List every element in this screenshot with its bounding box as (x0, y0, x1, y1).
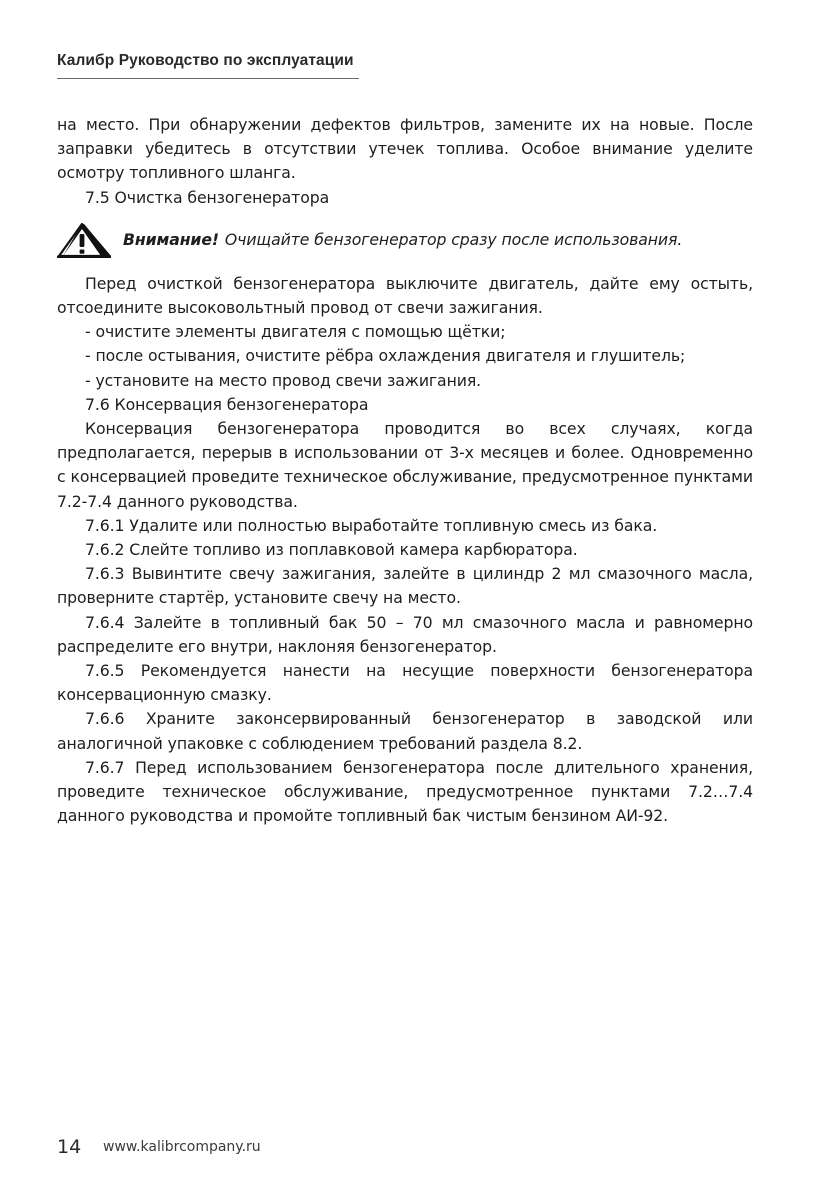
item-7-6-2: 7.6.2 Слейте топливо из поплавковой камера карбюратора. (85, 540, 578, 560)
section-heading-7-5: 7.5 Очистка бензогенератора (85, 187, 330, 207)
warning-triangle-icon (57, 222, 113, 258)
item-7-6-6: 7.6.6 Храните законсервированный бензогенератор в заводской или аналогичной упаковке с соблюдением требований раздела 8.2. (57, 709, 753, 753)
footer-url: www.kalibrcompany.ru (103, 1139, 261, 1155)
item-7-6-4: 7.6.4 Залейте в топливный бак 50 – 70 мл смазочного масла и равномерно распределите его внутри, наклоняя бензогенератор. (57, 612, 753, 656)
list-item-dash: - очистите элементы двигателя с помощью щётки; (85, 322, 506, 342)
header-rule (57, 78, 359, 79)
running-header: Калибр Руководство по эксплуатации (57, 52, 354, 69)
item-7-6-7: 7.6.7 Перед использованием бензогенератора после длительного хранения, проведите техническое обслуживание, предусмотренное пунктами 7.2…7.4 данного руководства и промойте топливный бак чистым бензином АИ-92. (57, 757, 753, 826)
section-heading-7-6: 7.6 Консервация бензогенератора (85, 394, 369, 414)
paragraph-cleaning-intro: Перед очисткой бензогенератора выключите двигатель, дайте ему остыть, отсоедините высоковольтный провод от свечи зажигания. (57, 273, 753, 318)
item-7-6-1: 7.6.1 Удалите или полностью выработайте топливную смесь из бака. (85, 515, 658, 535)
list-item-dash: - после остывания, очистите рёбра охлаждения двигателя и глушитель; (85, 346, 686, 366)
item-7-6-5: 7.6.5 Рекомендуется нанести на несущие поверхности бензогенератора консервационную смазку. (57, 661, 753, 705)
paragraph-conservation: Консервация бензогенератора проводится во всех случаях, когда предполагается, перерыв в использовании от 3-х месяцев и более. Одновременно с консервацией проведите техническое обслуживание, предусмотренное пунктами 7.2-7.4 данного руководства. (57, 419, 753, 511)
warning-label: Внимание! (123, 229, 219, 249)
item-7-6-3: 7.6.3 Вывинтите свечу зажигания, залейте в цилиндр 2 мл смазочного масла, проверните стартёр, установите свечу на место. (57, 564, 753, 608)
page-number: 14 (57, 1136, 82, 1158)
list-item-dash: - установите на место провод свечи зажигания. (85, 370, 482, 390)
warning-notice (57, 222, 753, 258)
page-body (57, 113, 753, 828)
paragraph-continuation: на место. При обнаружении дефектов фильтров, замените их на новые. После заправки убедитесь в отсутствии утечек топлива. Особое внимание уделите осмотру топливного шланга. (57, 115, 753, 183)
warning-text: Очищайте бензогенератор сразу после использования. (224, 229, 683, 249)
